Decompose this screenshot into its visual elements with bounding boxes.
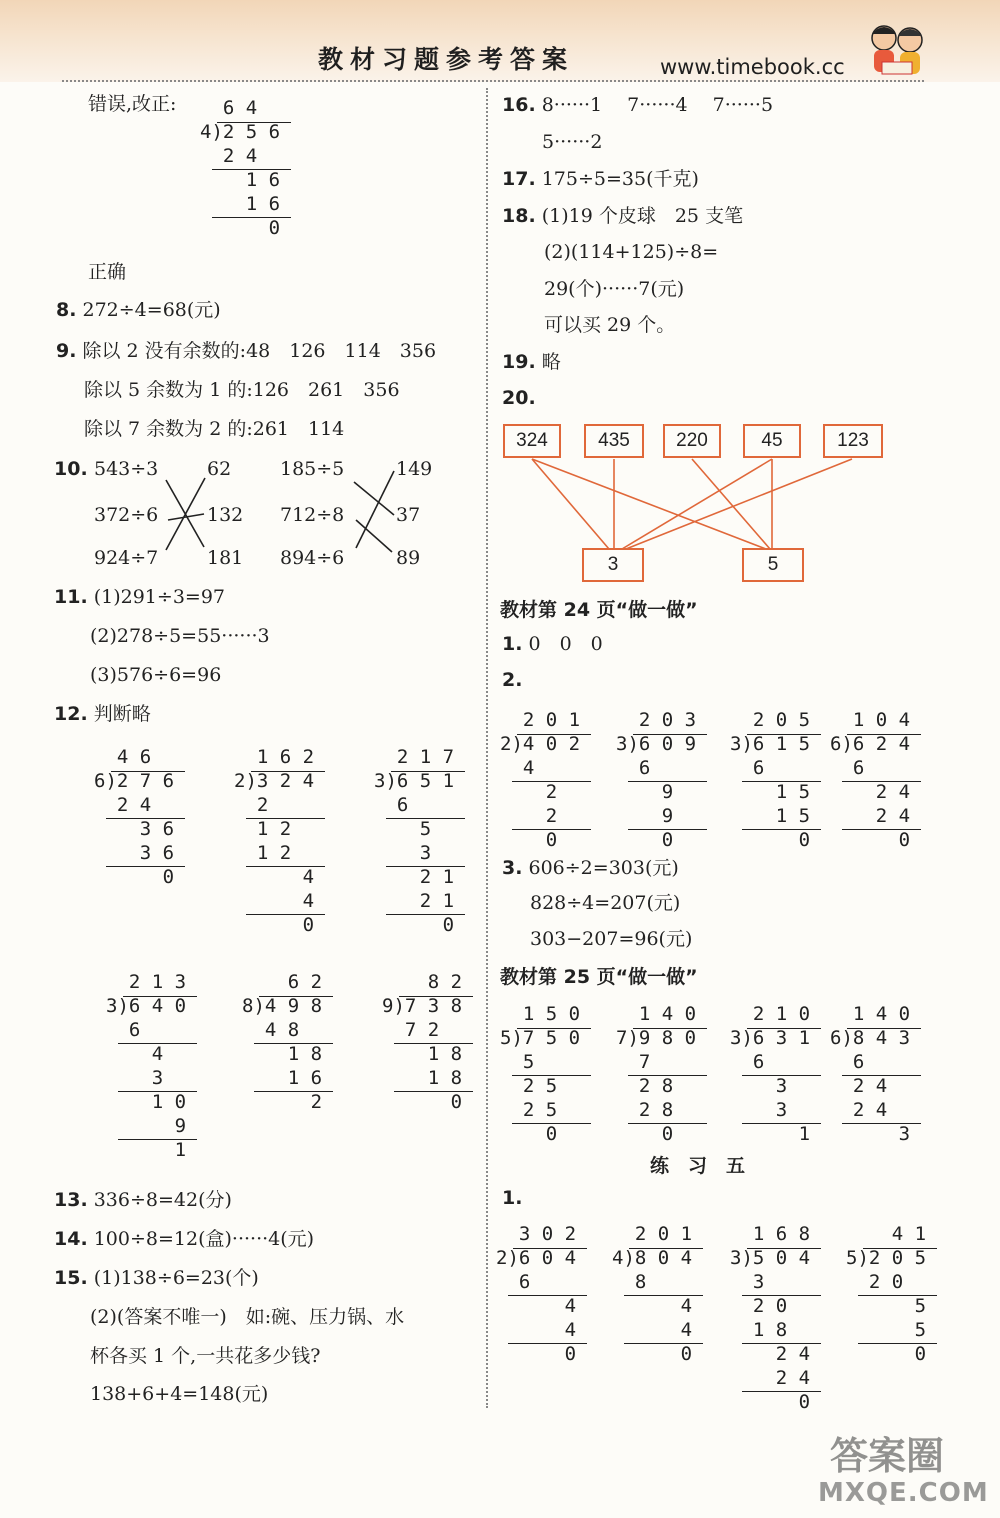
division-row: 2 1 [374, 890, 455, 912]
division-row: 4 [612, 1295, 693, 1317]
division-rule [858, 1343, 937, 1344]
division-rule [742, 1295, 821, 1296]
division-bracket [123, 996, 196, 997]
division-rule [386, 914, 465, 915]
q10-number: 10. [54, 458, 88, 480]
division-row: 4)2 5 6 [200, 121, 281, 143]
division-e5b [612, 1222, 707, 1372]
division-s25d [830, 1002, 925, 1152]
division-row: 7 2 [382, 1019, 440, 1041]
division-row: 2)3 2 4 [234, 770, 315, 792]
q17-answer: 175÷5=35(千克) [541, 168, 699, 190]
division-row: 1 6 [200, 193, 281, 215]
division-row: 8 2 [382, 971, 463, 993]
division-row: 6)8 4 3 [830, 1027, 911, 1049]
q9-line-1: 除以 2 没有余数的:48 126 114 356 [82, 340, 437, 362]
division-rule [118, 1139, 197, 1140]
division-row: 0 [730, 829, 811, 851]
q15-line-1: (1)138÷6=23(个) [93, 1267, 259, 1289]
division-q12f [382, 970, 477, 1120]
q10-right-expr-1: 185÷5 [280, 458, 345, 480]
division-row: 1 4 0 [830, 1003, 911, 1025]
q10-right-expr-3: 894÷6 [280, 547, 345, 569]
division-row: 1 8 [382, 1067, 463, 1089]
division-e5c [730, 1222, 825, 1420]
division-row: 1 2 [234, 842, 292, 864]
q11-line-1: (1)291÷3=97 [93, 586, 226, 608]
division-row: 2 0 1 [612, 1223, 693, 1245]
exercise-5-title: 练 习 五 [650, 1155, 746, 1177]
division-row: 2 4 [94, 794, 152, 816]
division-row: 2 4 [830, 781, 911, 803]
s24-q1 [502, 632, 603, 656]
division-row: 0 [382, 1091, 463, 1113]
division-row: 9 [616, 781, 674, 803]
q18-line-2: (2)(114+125)÷8= [544, 241, 719, 263]
division-rule [254, 1043, 333, 1044]
division-row: 2 0 3 [616, 709, 697, 731]
q11-line-3: (3)576÷6=96 [90, 664, 222, 686]
division-row: 8)4 9 8 [242, 995, 323, 1017]
division-row: 2 1 3 [106, 971, 187, 993]
division-row: 6 [374, 794, 409, 816]
division-q12b [234, 745, 329, 943]
division-row: 0 [830, 829, 911, 851]
watermark-logo: 答案圈 [830, 1434, 945, 1478]
division-row: 0 [496, 1343, 577, 1365]
division-row: 2 4 [830, 805, 911, 827]
division-bracket [633, 1028, 706, 1029]
s24-q1-answer: 0 0 0 [528, 633, 603, 655]
division-row: 6 [496, 1271, 531, 1293]
division-rule [742, 1075, 821, 1076]
watermark-url: MXQE.COM [818, 1478, 989, 1508]
division-s24b [616, 708, 711, 858]
q20-box-5: 5 [742, 548, 804, 582]
division-rule [624, 1343, 703, 1344]
division-row: 2 1 7 [374, 746, 455, 768]
division-rule [628, 1075, 707, 1076]
q15-line-3: 杯各买 1 个,一共花多少钱? [90, 1345, 321, 1367]
division-row: 3 0 2 [496, 1223, 577, 1245]
division-row: 0 [200, 217, 281, 239]
division-bracket [399, 996, 472, 997]
division-rule [246, 818, 325, 819]
division-bracket [847, 734, 920, 735]
q10-left-expr-1: 543÷3 [94, 458, 159, 480]
division-s25c [730, 1002, 825, 1152]
division-row: 3 [730, 1075, 788, 1097]
q9-number: 9. [56, 340, 77, 362]
division-bracket [251, 771, 324, 772]
q15-line-2: (2)(答案不唯一) 如:碗、压力锅、水 [90, 1306, 405, 1328]
division-row: 4)8 0 4 [612, 1247, 693, 1269]
division-row: 0 [616, 829, 674, 851]
q13-number: 13. [54, 1189, 88, 1211]
division-row: 5 [374, 818, 432, 840]
site-url: www.timebook.cc [660, 55, 845, 79]
division-row: 0 [612, 1343, 693, 1365]
division-bracket [259, 996, 332, 997]
division-row: 4 6 [94, 746, 152, 768]
q14-number: 14. [54, 1228, 88, 1250]
division-bracket [747, 1248, 820, 1249]
division-row: 1 2 [234, 818, 292, 840]
division-bracket [513, 1248, 586, 1249]
q8-answer: 272÷4=68(元) [82, 299, 221, 321]
division-e5a [496, 1222, 591, 1372]
division-row: 3 6 [94, 842, 175, 864]
division-rule [508, 1295, 587, 1296]
q13 [54, 1188, 232, 1212]
division-bracket [633, 734, 706, 735]
division-row: 0 [500, 829, 558, 851]
s24-q2-number: 2. [502, 669, 523, 691]
division-row: 2 5 [500, 1099, 558, 1121]
division-rule [742, 1123, 821, 1124]
q8-number: 8. [56, 299, 77, 321]
q11-number: 11. [54, 586, 88, 608]
division-row: 2)4 0 2 [500, 733, 581, 755]
q20-box-3: 3 [582, 548, 644, 582]
s24-q3-line-3: 303−207=96(元) [530, 928, 693, 950]
division-row: 5 [846, 1319, 927, 1341]
division-row: 2 [500, 805, 558, 827]
division-rule [394, 1043, 473, 1044]
division-row: 0 [374, 914, 455, 936]
division-rule [842, 1123, 921, 1124]
q10-right-val-2: 37 [396, 504, 421, 526]
division-rule [508, 1343, 587, 1344]
division-row: 2 1 0 [730, 1003, 811, 1025]
division-row: 1 6 [200, 169, 281, 191]
division-row: 9 [616, 805, 674, 827]
q17-number: 17. [502, 168, 536, 190]
q10-left-expr-2: 372÷6 [94, 504, 159, 526]
division-s24d [830, 708, 925, 858]
division-row: 8 [612, 1271, 647, 1293]
division-row: 6 [730, 1051, 765, 1073]
division-row: 1 5 0 [500, 1003, 581, 1025]
division-rule [118, 1043, 197, 1044]
division-row: 1 5 [730, 781, 811, 803]
division-s24c [730, 708, 825, 858]
division-row: 0 [500, 1123, 558, 1145]
division-bracket [863, 1248, 936, 1249]
division-s25b [616, 1002, 711, 1152]
division-row: 4 [500, 757, 535, 779]
division-row: 3)5 0 4 [730, 1247, 811, 1269]
division-row: 6 2 [242, 971, 323, 993]
s24-q3-number: 3. [502, 857, 523, 879]
q13-answer: 336÷8=42(分) [93, 1189, 232, 1211]
division-row: 4 [234, 866, 315, 888]
page-title: 教材习题参考答案 [318, 45, 575, 74]
division-row: 1 5 [730, 805, 811, 827]
section-page-25: 教材第 25 页“做一做” [500, 966, 698, 988]
s24-q3-line-1: 606÷2=303(元) [528, 857, 679, 879]
division-rule [842, 829, 921, 830]
division-bracket [847, 1028, 920, 1029]
division-rule [386, 818, 465, 819]
division-row: 2 [234, 794, 269, 816]
division-row: 2 4 [830, 1075, 888, 1097]
division-rule [106, 818, 185, 819]
division-row: 1 6 2 [234, 746, 315, 768]
division-row: 1 0 [106, 1091, 187, 1113]
division-s25a [500, 1002, 595, 1152]
division-rule [254, 1091, 333, 1092]
division-row: 3 [830, 1123, 911, 1145]
q18-line-4: 可以买 29 个。 [544, 314, 676, 336]
s24-q3 [502, 856, 679, 880]
q20-box-324: 324 [503, 424, 561, 458]
q10-left-expr-3: 924÷7 [94, 547, 159, 569]
division-q12d [106, 970, 201, 1168]
division-bracket [747, 1028, 820, 1029]
division-rule [246, 914, 325, 915]
division-rule [628, 829, 707, 830]
division-row: 3)6 0 9 [616, 733, 697, 755]
q9-line-2: 除以 5 余数为 1 的:126 261 356 [84, 379, 400, 401]
division-rule [624, 1295, 703, 1296]
division-row: 4 [612, 1319, 693, 1341]
division-row: 3 [374, 842, 432, 864]
division-row: 6 [830, 757, 865, 779]
division-row: 0 [730, 1391, 811, 1413]
division-row: 5 [500, 1051, 535, 1073]
division-row: 6 [106, 1019, 141, 1041]
division-row: 3 [730, 1271, 765, 1293]
division-row: 7)9 8 0 [616, 1027, 697, 1049]
division-row: 6 4 [200, 97, 258, 119]
division-row: 6 [616, 757, 651, 779]
division-row: 2 [500, 781, 558, 803]
division-row: 2 0 1 [500, 709, 581, 731]
division-row: 5)2 0 5 [846, 1247, 927, 1269]
division-row: 0 [846, 1343, 927, 1365]
division-rule [512, 1123, 591, 1124]
division-bracket [629, 1248, 702, 1249]
q16-number: 16. [502, 94, 536, 116]
division-rule [628, 781, 707, 782]
division-row: 1 0 4 [830, 709, 911, 731]
division-row: 3)6 4 0 [106, 995, 187, 1017]
division-row: 9 [106, 1115, 187, 1137]
division-row: 1 6 8 [730, 1223, 811, 1245]
q10-right-val-3: 89 [396, 547, 421, 569]
division-row: 0 [616, 1123, 674, 1145]
division-row: 2 4 [730, 1343, 811, 1365]
division-row: 0 [94, 866, 175, 888]
division-bracket [517, 1028, 590, 1029]
division-row: 4 [106, 1043, 164, 1065]
division-row: 1 [730, 1123, 811, 1145]
q10-right-expr-2: 712÷8 [280, 504, 345, 526]
division-q12c [374, 745, 469, 943]
q20-line-324-3 [532, 459, 609, 549]
division-row: 3 [730, 1099, 788, 1121]
q16-line-2: 5······2 [542, 131, 603, 153]
division-row: 4 1 [846, 1223, 927, 1245]
q14-answer: 100÷8=12(盒)······4(元) [93, 1228, 315, 1250]
q10-right-val-1: 149 [396, 458, 433, 480]
division-rule [512, 781, 591, 782]
division-row: 6 [830, 1051, 865, 1073]
s24-q3-line-2: 828÷4=207(元) [530, 892, 681, 914]
division-row: 2)6 0 4 [496, 1247, 577, 1269]
division-row: 5 [846, 1295, 927, 1317]
division-rule [742, 829, 821, 830]
q19-number: 19. [502, 351, 536, 373]
q20-box-220: 220 [663, 424, 721, 458]
error-label: 错误,改正: [88, 93, 177, 115]
division-rule [742, 781, 821, 782]
s24-q1-number: 1. [502, 633, 523, 655]
division-row: 6)6 2 4 [830, 733, 911, 755]
division-bracket [111, 771, 184, 772]
section-page-24: 教材第 24 页“做一做” [500, 599, 698, 621]
division-row: 2 5 [500, 1075, 558, 1097]
division-rule [512, 829, 591, 830]
q20-line-123-3 [626, 459, 852, 549]
division-row: 2 1 [374, 866, 455, 888]
division-row: 5)7 5 0 [500, 1027, 581, 1049]
division-rule [394, 1091, 473, 1092]
q9-line-3: 除以 7 余数为 2 的:261 114 [84, 418, 345, 440]
q20-line-45-3 [622, 459, 772, 549]
division-row: 1 6 [242, 1067, 323, 1089]
q12-number: 12. [54, 703, 88, 725]
q12-text: 判断略 [93, 703, 151, 725]
division-row: 1 [106, 1139, 187, 1161]
division-rule [246, 866, 325, 867]
division-rule [858, 1295, 937, 1296]
division-e5d [846, 1222, 941, 1372]
division-row: 2 0 [730, 1295, 788, 1317]
division-row: 1 8 [382, 1043, 463, 1065]
division-row: 7 [616, 1051, 651, 1073]
division-rule [106, 866, 185, 867]
division-bracket [517, 734, 590, 735]
division-rule [742, 1343, 821, 1344]
division-row: 4 8 [242, 1019, 300, 1041]
q11-line-2: (2)278÷5=55······3 [90, 625, 270, 647]
division-row: 6 [730, 757, 765, 779]
division-row: 2 0 [846, 1271, 904, 1293]
division-row: 2 4 [200, 145, 258, 167]
ex5-q1-number: 1. [502, 1187, 523, 1209]
division-bracket [747, 734, 820, 735]
division-rule [742, 1391, 821, 1392]
q20-box-435: 435 [584, 424, 644, 458]
division-row: 2 0 5 [730, 709, 811, 731]
q16-line-1: 8······1 7······4 7······5 [541, 94, 774, 116]
division-row: 4 [234, 890, 315, 912]
q12 [54, 702, 151, 726]
division-row: 3)6 3 1 [730, 1027, 811, 1049]
division-rule [512, 1075, 591, 1076]
division-row: 3)6 5 1 [374, 770, 455, 792]
q10-left-val-2: 132 [207, 504, 244, 526]
division-s24a [500, 708, 595, 858]
division-bracket [391, 771, 464, 772]
q20-box-123: 123 [823, 424, 883, 458]
division-rule [842, 781, 921, 782]
division-row: 2 [242, 1091, 323, 1113]
q10-left-val-1: 62 [207, 458, 232, 480]
q18-line-3: 29(个)······7(元) [544, 278, 685, 300]
division-row: 3)6 1 5 [730, 733, 811, 755]
division-row: 2 4 [730, 1367, 811, 1389]
division-row: 1 4 0 [616, 1003, 697, 1025]
q20-box-45: 45 [743, 424, 801, 458]
q15 [54, 1266, 259, 1290]
division-row: 4 [496, 1295, 577, 1317]
division-rule [842, 1075, 921, 1076]
q15-line-4: 138+6+4=148(元) [90, 1383, 269, 1405]
q15-number: 15. [54, 1267, 88, 1289]
q19-answer: 略 [541, 351, 561, 373]
division-row: 4 [496, 1319, 577, 1341]
division-rule [386, 866, 465, 867]
division-q12e [242, 970, 337, 1120]
q20-number: 20. [502, 387, 536, 409]
q18-number: 18. [502, 205, 536, 227]
division-row: 3 [106, 1067, 164, 1089]
division-row: 0 [234, 914, 315, 936]
division-rule [628, 1123, 707, 1124]
division-row: 1 8 [242, 1043, 323, 1065]
division-row: 1 8 [730, 1319, 788, 1341]
correct-label: 正确 [88, 261, 127, 283]
division-q12a [94, 745, 189, 895]
division-rule [118, 1091, 197, 1092]
q18-line-1: (1)19 个皮球 25 支笔 [541, 205, 744, 227]
division-row: 6)2 7 6 [94, 770, 175, 792]
division-row: 2 8 [616, 1099, 674, 1121]
division-row: 3 6 [94, 818, 175, 840]
division-row: 9)7 3 8 [382, 995, 463, 1017]
q14 [54, 1227, 314, 1251]
division-row: 2 8 [616, 1075, 674, 1097]
q10-left-val-3: 181 [207, 547, 244, 569]
division-row: 2 4 [830, 1099, 888, 1121]
q20-connectors [0, 0, 1000, 600]
